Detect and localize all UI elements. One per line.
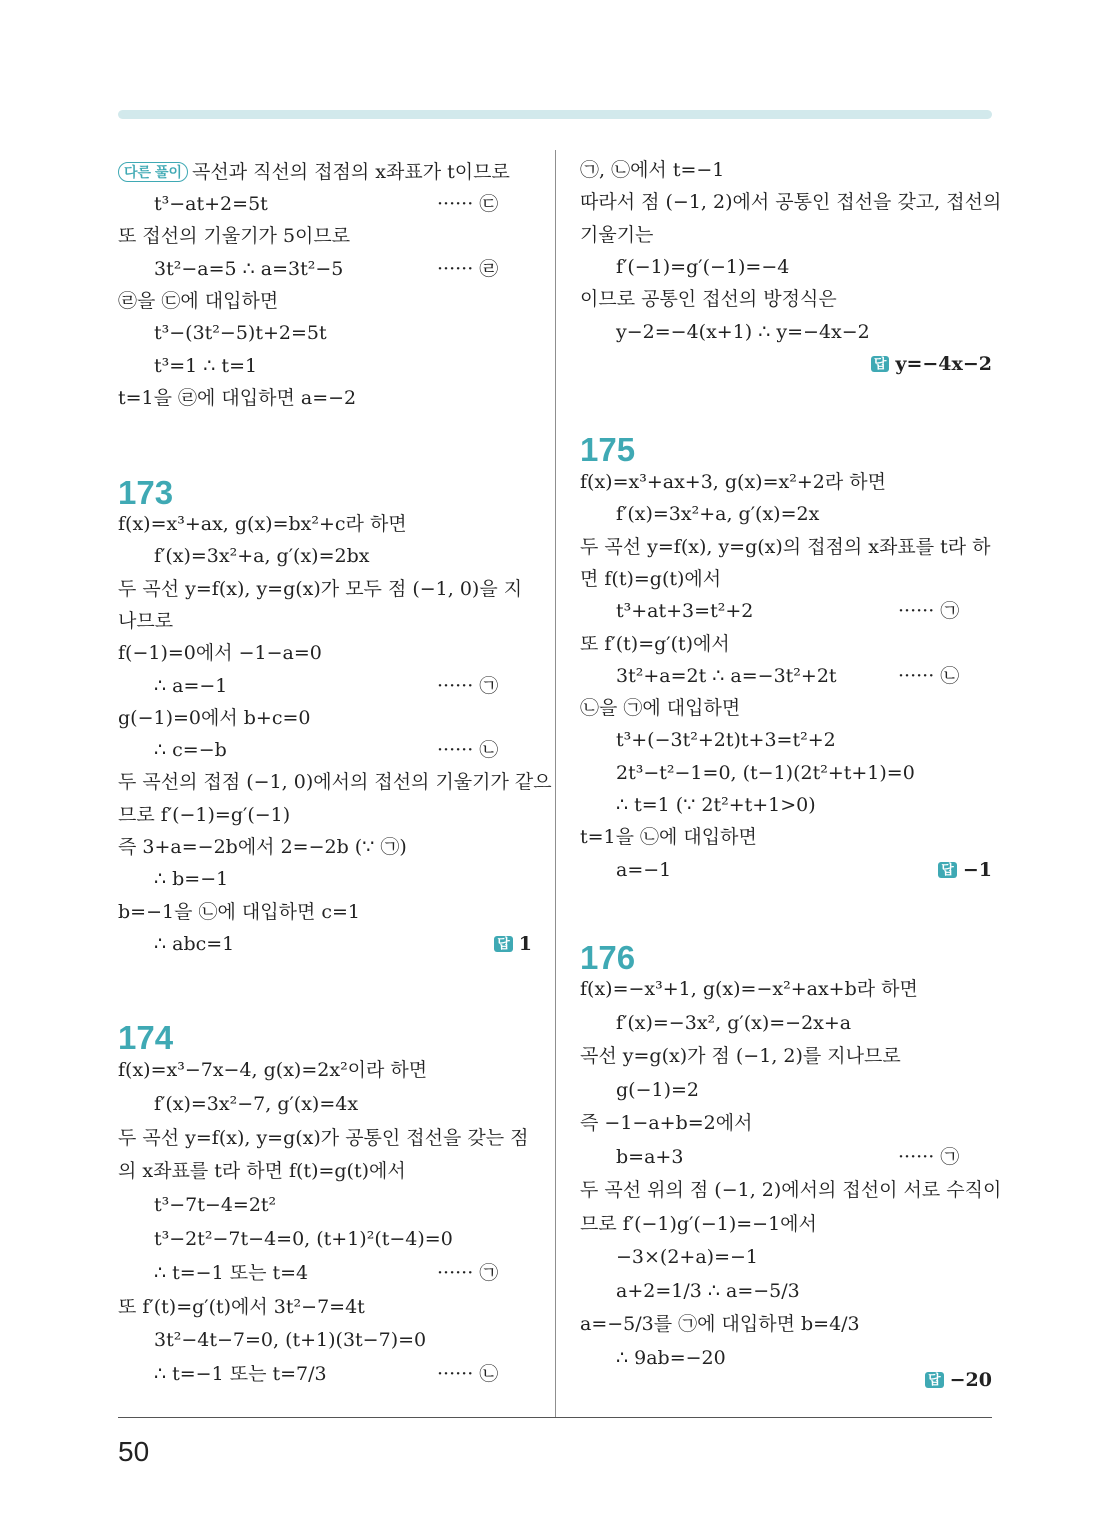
solution-line: 두 곡선 y=f(x), y=g(x)의 접점의 x좌표를 t라 하 — [580, 535, 991, 558]
solution-line: y−2=−4(x+1) ∴ y=−4x−2 — [616, 320, 870, 343]
answer-value: 1 — [518, 933, 532, 955]
answer-badge: 답 — [938, 862, 957, 878]
solution-line: f′(x)=3x²−7, g′(x)=4x — [154, 1092, 359, 1115]
equation-marker: ······ ㉡ — [437, 1363, 499, 1386]
solution-line: 의 x좌표를 t라 하면 f(t)=g(t)에서 — [118, 1160, 406, 1183]
solution-line: 또 f′(t)=g′(t)에서 — [580, 632, 730, 655]
solution-line: 두 곡선 위의 점 (−1, 2)에서의 접선이 서로 수직이 — [580, 1179, 1002, 1201]
solution-line: ㉣을 ㉢에 대입하면 — [118, 289, 279, 312]
solution-line: ∴ c=−b — [154, 739, 227, 762]
answer-176 — [880, 1368, 992, 1392]
solution-line: ∴ b=−1 — [154, 868, 229, 891]
solution-line: 또 접선의 기울기가 5이므로 — [118, 225, 351, 248]
solution-line: 또 f′(t)=g′(t)에서 3t²−7=4t — [118, 1295, 365, 1318]
solution-line: 두 곡선 y=f(x), y=g(x)가 공통인 접선을 갖는 점 — [118, 1126, 529, 1149]
solution-line: 나므로 — [118, 609, 174, 632]
solution-line: ∴ t=−1 또는 t=4 — [154, 1261, 309, 1284]
bottom-rule — [118, 1417, 992, 1418]
answer-value: −1 — [962, 859, 992, 881]
solution-line: f(x)=x³+ax, g(x)=bx²+c라 하면 — [118, 513, 407, 535]
solution-line: t³=1 ∴ t=1 — [154, 354, 258, 377]
equation-marker: ······ ㉠ — [898, 600, 960, 623]
solution-line: t³+(−3t²+2t)t+3=t²+2 — [616, 729, 836, 752]
solution-line: 곡선 y=g(x)가 점 (−1, 2)를 지나므로 — [580, 1045, 901, 1067]
solution-line: f′(x)=−3x², g′(x)=−2x+a — [616, 1011, 852, 1034]
solution-line: t=1을 ㉣에 대입하면 a=−2 — [118, 386, 357, 409]
answer-value: −20 — [949, 1369, 992, 1391]
solution-line: 두 곡선의 접점 (−1, 0)에서의 접선의 기울기가 같으 — [118, 771, 552, 794]
equation-marker: ······ ㉢ — [437, 193, 499, 215]
solution-line: −3×(2+a)=−1 — [616, 1246, 759, 1268]
solution-line: t³−at+2=5t — [154, 193, 268, 215]
solution-line: f′(−1)=g′(−1)=−4 — [616, 255, 790, 278]
solution-line: ㉡을 ㉠에 대입하면 — [580, 697, 741, 720]
solution-line: f′(x)=3x²+a, g′(x)=2x — [616, 503, 820, 526]
answer-173 — [440, 932, 532, 956]
equation-marker: ······ ㉠ — [437, 674, 499, 697]
solution-line: 두 곡선 y=f(x), y=g(x)가 모두 점 (−1, 0)을 지 — [118, 577, 523, 600]
answer-badge: 답 — [871, 356, 890, 372]
solution-line: 기울기는 — [580, 223, 654, 246]
problem-number-175: 175 — [580, 431, 636, 468]
solution-line: 따라서 점 (−1, 2)에서 공통인 접선을 갖고, 접선의 — [580, 191, 1002, 214]
answer-badge: 답 — [925, 1372, 944, 1388]
alt-solution-intro — [118, 160, 510, 184]
solution-line: t³−7t−4=2t² — [154, 1194, 277, 1217]
solution-line: ∴ t=−1 또는 t=7/3 — [154, 1363, 327, 1386]
top-accent-bar — [118, 110, 992, 119]
equation-marker: ······ ㉡ — [898, 664, 960, 687]
problem-number-173: 173 — [118, 474, 174, 511]
solution-line: 므로 f′(−1)g′(−1)=−1에서 — [580, 1212, 817, 1235]
alt-solution-badge: 다른 풀이 — [118, 162, 188, 182]
answer-175 — [880, 858, 992, 882]
solution-line: g(−1)=0에서 b+c=0 — [118, 706, 311, 729]
solution-line: 면 f(t)=g(t)에서 — [580, 567, 722, 590]
answer-value: y=−4x−2 — [895, 353, 992, 375]
solution-line: g(−1)=2 — [616, 1078, 700, 1101]
solution-line: 3t²+a=2t ∴ a=−3t²+2t — [616, 664, 837, 687]
equation-marker: ······ ㉠ — [898, 1145, 960, 1168]
alt-solution-text: 곡선과 직선의 접점의 x좌표가 t이므로 — [192, 161, 510, 183]
solution-line: t³+at+3=t²+2 — [616, 600, 754, 623]
solution-line: ∴ 9ab=−20 — [616, 1346, 726, 1369]
problem-number-176: 176 — [580, 939, 636, 976]
solution-line: t³−2t²−7t−4=0, (t+1)²(t−4)=0 — [154, 1228, 453, 1250]
solution-line: f(−1)=0에서 −1−a=0 — [118, 642, 322, 665]
equation-marker: ······ ㉡ — [437, 739, 499, 762]
solution-line: t³−(3t²−5)t+2=5t — [154, 322, 327, 345]
solution-line: 므로 f′(−1)=g′(−1) — [118, 803, 291, 826]
solution-line: t=1을 ㉡에 대입하면 — [580, 826, 757, 849]
solution-line: ∴ t=1 (∵ 2t²+t+1>0) — [616, 794, 816, 816]
page-number: 50 — [118, 1436, 150, 1467]
column-divider — [555, 150, 556, 1418]
solution-line: 3t²−4t−7=0, (t+1)(3t−7)=0 — [154, 1329, 427, 1352]
solution-line: 3t²−a=5 ∴ a=3t²−5 — [154, 257, 344, 280]
solution-line: f(x)=x³−7x−4, g(x)=2x²이라 하면 — [118, 1059, 428, 1081]
solution-line: ∴ abc=1 — [154, 932, 235, 955]
solution-line: ㉠, ㉡에서 t=−1 — [580, 159, 725, 181]
solution-line: a=−5/3를 ㉠에 대입하면 b=4/3 — [580, 1313, 860, 1335]
solution-line: ∴ a=−1 — [154, 674, 228, 697]
solution-line: 즉 3+a=−2b에서 2=−2b (∵ ㉠) — [118, 836, 407, 858]
solution-line: f(x)=−x³+1, g(x)=−x²+ax+b라 하면 — [580, 978, 918, 1000]
solution-line: f(x)=x³+ax+3, g(x)=x²+2라 하면 — [580, 471, 886, 493]
solution-line: b=−1을 ㉡에 대입하면 c=1 — [118, 900, 360, 923]
answer-174 — [800, 352, 992, 376]
problem-number-174: 174 — [118, 1019, 174, 1056]
solution-line: b=a+3 — [616, 1145, 684, 1168]
solution-line: 즉 −1−a+b=2에서 — [580, 1112, 753, 1134]
solution-line: a=−1 — [616, 858, 672, 881]
equation-marker: ······ ㉣ — [437, 257, 499, 280]
solution-line: a+2=1/3 ∴ a=−5/3 — [616, 1279, 800, 1302]
solution-line: f′(x)=3x²+a, g′(x)=2bx — [154, 545, 370, 568]
answer-badge: 답 — [494, 936, 513, 952]
solution-line: 이므로 공통인 접선의 방정식은 — [580, 288, 837, 311]
equation-marker: ······ ㉠ — [437, 1261, 499, 1284]
solution-line: 2t³−t²−1=0, (t−1)(2t²+t+1)=0 — [616, 761, 915, 784]
